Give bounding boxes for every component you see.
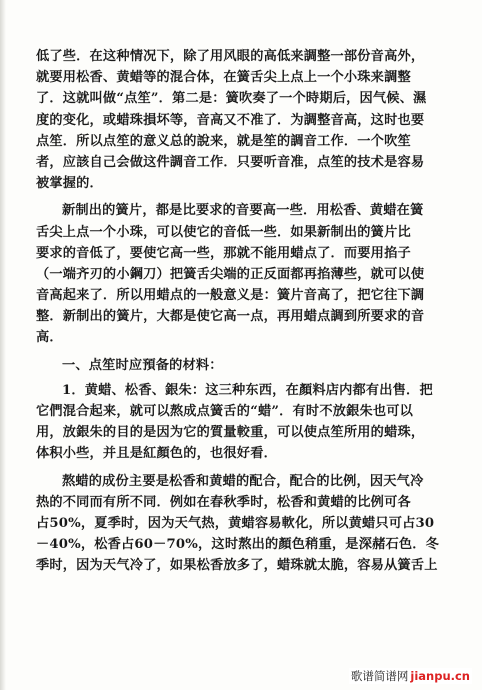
text-line: 了．这就叫做“点笙”．第二是：簧吹奏了一个時期后，因气候、濕 — [36, 91, 427, 107]
text-line: 整．新制出的簧片，大都是使它高一点，再用蜡点調到所要求的音 — [36, 309, 425, 325]
heading-line: 一、点笙时应預备的材料： — [62, 357, 223, 373]
paragraph-1 — [36, 46, 450, 194]
text-line: －40%，松香占60－70%，这时熬出的顏色稍重，是深赭石色．冬 — [36, 537, 440, 553]
text-line: 度的变化，或蜡珠損坏等，音高又不准了．为調整音高，这时也要 — [36, 112, 425, 128]
text-line: 新制出的簧片，都是比要求的音要高一些．用松香、黄蜡在簧 — [62, 203, 424, 219]
text-line: （一端齐刃的小鋼刀）把簧舌尖端的正反面都再掐薄些，就可以使 — [36, 266, 425, 282]
text-line: 它們混合起来，就可以熬成点簧舌的“蜡”．有时不放銀朱也可以 — [36, 404, 414, 419]
text-line: 者，应該自己会做这件調音工作．只要听音准，点笙的技术是容易 — [36, 154, 425, 170]
text-line: 舌尖上点一个小珠，可以使它的音低一些．如果新制出的簧片比 — [36, 224, 411, 240]
watermark-site-name: 歌谱简谱网 — [350, 669, 409, 683]
text-line: 高． — [36, 330, 63, 346]
watermark-url[interactable]: jianpu.cn — [410, 669, 470, 683]
text-line: 熬蜡的成份主要是松香和黄蜡的配合，配合的比例，因天气冷 — [62, 473, 424, 489]
text-line: 就要用松香、黄蜡等的混合体，在簧舌尖上点上一个小珠来調整 — [36, 70, 411, 86]
site-watermark — [349, 668, 472, 684]
paragraph-2 — [36, 200, 450, 348]
text-line: 用，放銀朱的目的是因为它的質量較重，可以使点笙所用的蜡珠， — [36, 425, 425, 441]
section-heading — [36, 355, 450, 376]
text-line: 要求的音低了，要使它高一些，那就不能用蜡点了．而要用掐子 — [36, 245, 411, 261]
text-line: 季时，因为天气冷了，如果松香放多了，蜡珠就太脆，容易从簧舌上 — [36, 558, 438, 574]
document-body — [36, 46, 450, 577]
text-line: 热的不同而有所不同．例如在春秋季时，松香和黄蜡的比例可各 — [36, 494, 411, 510]
text-line: 被掌握的． — [36, 176, 103, 192]
text-line: 低了些．在这种情况下，除了用风眼的高低来調整一部份音高外， — [36, 49, 425, 64]
text-line: 1．黄蜡、松香、銀朱：这三种东西，在顏料店内都有出售．把 — [62, 382, 433, 398]
text-line: 占50%，夏季时，因为天气热，黄蜡容易軟化，所以黄蜡只可占30 — [36, 515, 435, 531]
scan-edge-shadow — [0, 0, 6, 690]
text-line: 音高起来了．所以用蜡点的一般意义是：簧片音高了，把它往下調 — [36, 288, 425, 304]
paragraph-4 — [36, 471, 450, 577]
text-line: 体积小些，并且是紅顏色的，也很好看． — [36, 446, 277, 462]
paragraph-3 — [36, 380, 450, 465]
text-line: 点笙．所以点笙的意义总的說来，就是笙的調音工作．一个吹笙 — [36, 133, 411, 149]
